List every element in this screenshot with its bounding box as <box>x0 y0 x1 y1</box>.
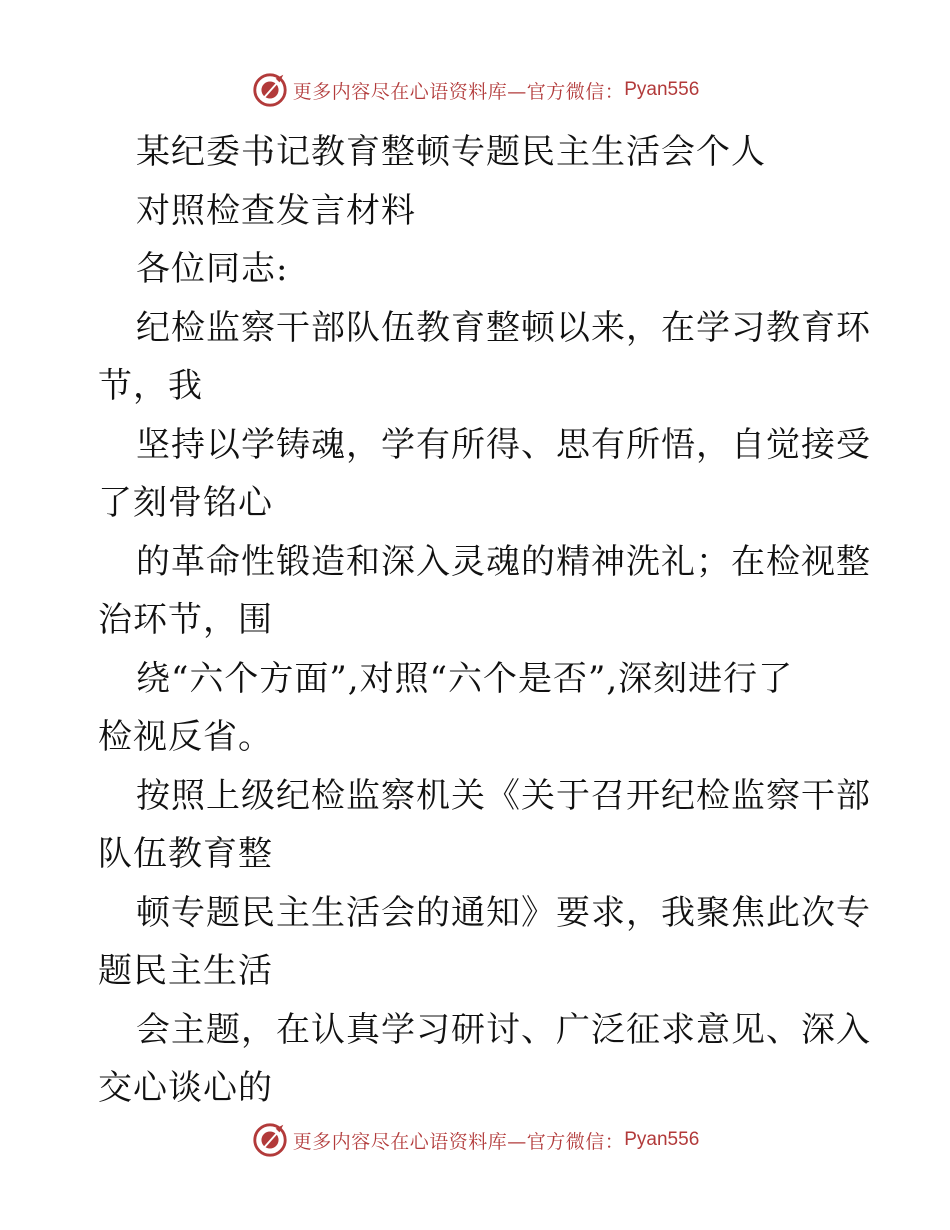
body-line: 绕“六个方面”,对照“六个是否”,深刻进行了 <box>136 658 794 699</box>
body-line: 了刻骨铭心 <box>98 483 273 523</box>
body-line: 的革命性锻造和深入灵魂的精神洗礼；在检视整 <box>136 541 871 582</box>
document-body <box>98 123 871 1118</box>
body-line: 顿专题民主生活会的通知》要求，我聚焦此次专 <box>136 892 871 933</box>
doc-title-line-2: 对照检查发言材料 <box>136 190 416 231</box>
banner-wechat-id: Pyan556 <box>624 79 700 100</box>
body-line: 会主题，在认真学习研讨、广泛征求意见、深入 <box>136 1009 871 1050</box>
pen-logo-icon <box>251 1121 289 1159</box>
body-line: 坚持以学铸魂，学有所得、思有所悟，自觉接受 <box>136 424 871 465</box>
banner-wechat-id: Pyan556 <box>624 1129 700 1150</box>
header-banner <box>0 70 950 110</box>
banner-text: 更多内容尽在心语资料库—官方微信： <box>292 1130 625 1153</box>
body-line: 队伍教育整 <box>98 834 273 874</box>
body-line: 治环节，围 <box>98 600 273 640</box>
body-line: 交心谈心的 <box>98 1068 273 1108</box>
body-line: 检视反省。 <box>98 717 273 757</box>
body-line: 题民主生活 <box>98 951 273 991</box>
footer-banner <box>0 1120 950 1160</box>
body-line: 纪检监察干部队伍教育整顿以来，在学习教育环 <box>136 307 871 348</box>
body-line: 按照上级纪检监察机关《关于召开纪检监察干部 <box>136 775 871 816</box>
body-line: 节，我 <box>98 366 203 406</box>
salutation: 各位同志: <box>136 249 289 289</box>
doc-title-line-1: 某纪委书记教育整顿专题民主生活会个人 <box>136 132 766 172</box>
pen-logo-icon <box>251 71 289 109</box>
banner-text: 更多内容尽在心语资料库—官方微信： <box>292 80 625 103</box>
